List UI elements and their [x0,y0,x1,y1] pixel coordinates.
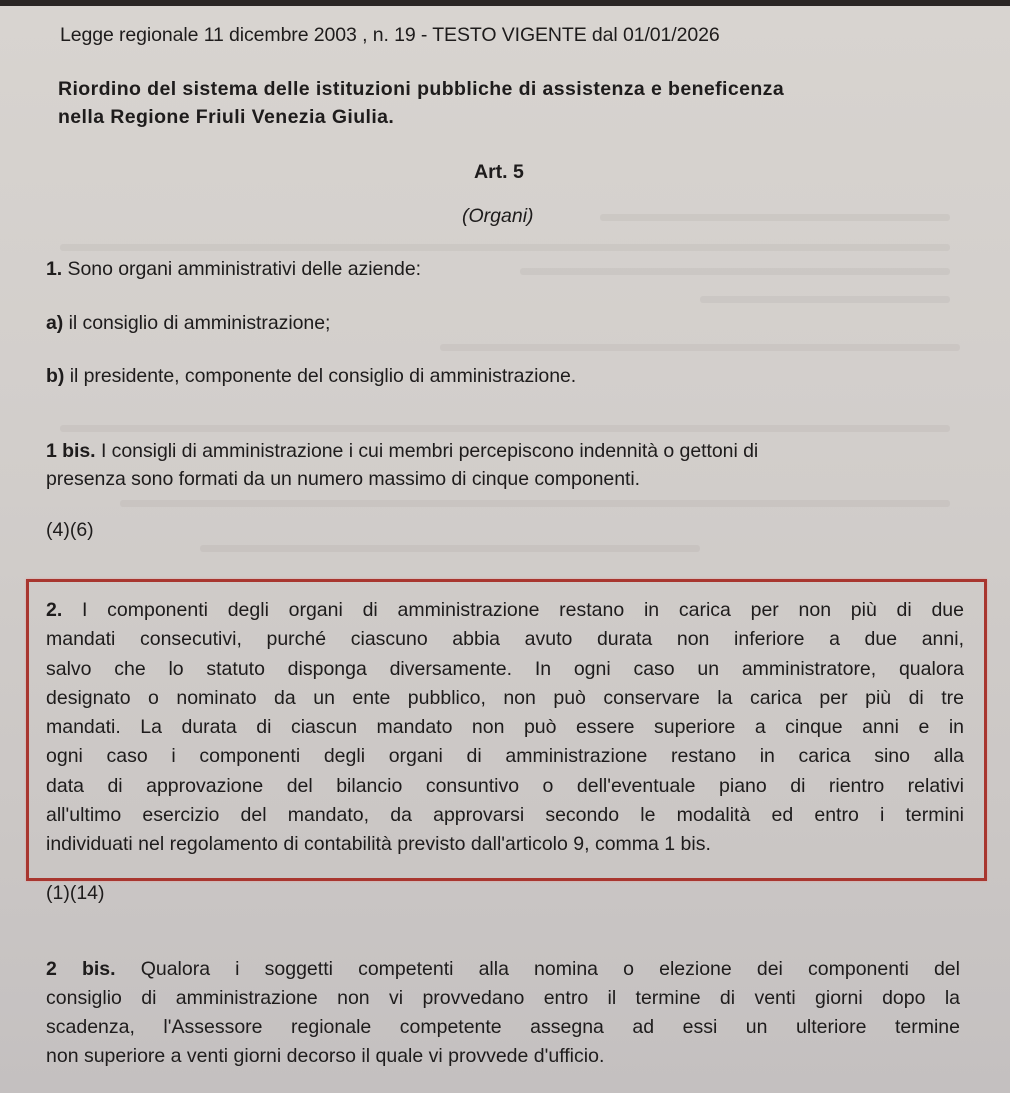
bleed-through [520,268,950,275]
article-number: Art. 5 [474,161,524,183]
paragraph-text: Qualora i soggetti competenti alla nomina o elezione dei componenti del [140,958,960,980]
article-rubric: (Organi) [462,205,534,227]
paragraph-2-line [46,596,964,625]
bleed-through [700,296,950,303]
paragraph-2bis-line [46,955,960,984]
paragraph-1bis-line-2: presenza sono formati da un numero massimo di cinque componenti. [46,468,641,490]
law-header: Legge regionale 11 dicembre 2003 , n. 19 - TESTO VIGENTE dal 01/01/2026 [60,24,720,46]
paragraph-2-line: all'ultimo esercizio del mandato, da approvarsi secondo le modalità ed entro i termini [46,804,964,827]
paragraph-number: 1. [46,258,63,280]
paragraph-1bis-line-1 [46,440,758,463]
paragraph-number: 2 bis. [46,958,116,980]
paragraph-2-line: mandati. La durata di ciascun mandato non può essere superiore a cinque anni e in [46,716,964,739]
footnote-refs-2: (1)(14) [46,882,105,904]
paragraph-2-line: data di approvazione del bilancio consuntivo o dell'eventuale piano di rientro relativi [46,774,964,797]
paragraph-text: Sono organi amministrativi delle aziende: [67,258,422,280]
paragraph-2-line: mandati consecutivi, purché ciascuno abbia avuto durata non inferiore a due anni, [46,628,964,651]
item-label: a) [46,312,64,334]
paragraph-2bis-line: consiglio di amministrazione non vi provvedano entro il termine di venti giorni dopo la [46,987,960,1009]
paragraph-text: I componenti degli organi di amministrazione restano in carica per non più di due [82,599,964,621]
paragraph-2-line: salvo che lo statuto disponga diversamente. In ogni caso un amministratore, qualora [46,657,964,680]
paragraph-2bis-line: scadenza, l'Assessore regionale competente assegna ad essi un ulteriore termine [46,1016,960,1038]
bleed-through [120,500,950,507]
paragraph-2bis-line: non superiore a venti giorni decorso il quale vi provvede d'ufficio. [46,1045,605,1067]
law-title-line-2: nella Regione Friuli Venezia Giulia. [58,106,395,128]
bleed-through [60,425,950,432]
item-b [46,365,576,388]
paragraph-2-line: designato o nominato da un ente pubblico, non può conservare la carica per più di tre [46,686,964,709]
item-label: b) [46,365,65,387]
item-text: il presidente, componente del consiglio di amministrazione. [69,365,577,387]
footnote-refs-1bis: (4)(6) [46,519,94,541]
paragraph-text: I consigli di amministrazione i cui membri percepiscono indennità o gettoni di [100,440,759,462]
bleed-through [440,344,960,351]
page-edge-shadow [0,0,1010,6]
bleed-through [60,244,950,251]
paragraph-number: 2. [46,599,63,621]
paragraph-2bis [46,955,960,1071]
bleed-through [200,545,700,552]
paragraph-1 [46,258,421,281]
law-title-line-1: Riordino del sistema delle istituzioni pubbliche di assistenza e beneficenza [58,78,785,100]
item-a [46,312,330,335]
paragraph-2-line: individuati nel regolamento di contabilità previsto dall'articolo 9, comma 1 bis. [46,833,711,856]
bleed-through [600,214,950,221]
paragraph-number: 1 bis. [46,440,96,462]
item-text: il consiglio di amministrazione; [68,312,331,334]
paragraph-2-line: ogni caso i componenti degli organi di amministrazione restano in carica sino alla [46,745,964,768]
paragraph-2 [46,596,964,860]
